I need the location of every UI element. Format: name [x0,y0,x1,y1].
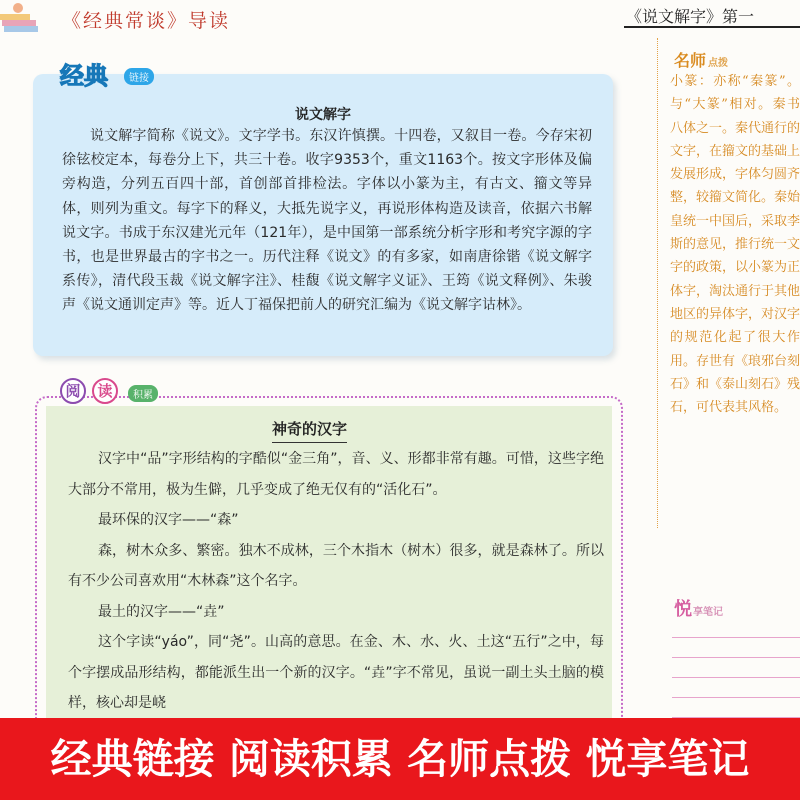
notes-lines [672,618,800,718]
note-line [672,698,800,718]
note-line [672,638,800,658]
reading-paragraph: 汉字中“品”字形结构的字酷似“金三角”，音、义、形都非常有趣。可惜，这些字绝大部分不常用，极为生僻，几乎变成了绝无仅有的“活化石”。 [68,451,604,498]
classic-link-tag-sub: 链接 [124,68,154,85]
reading-subheading: 最土的汉字——“垚” [98,603,225,620]
reading-tag-char-2: 读 [92,378,118,404]
notes-tag-sub: 享笔记 [693,607,723,618]
chapter-title: 《说文解字》第一 [626,7,755,26]
header-rule [624,26,800,28]
reading-subheading: 最环保的汉字——“森” [98,512,239,528]
teacher-tips-text: 小篆：亦称“秦篆”。与“大篆”相对。秦书八体之一。秦代通行的文字，在籀文的基础上发展形成，字体匀圆齐整，较籀文简化。秦始皇统一中国后，采取李斯的意见，推行统一文字的政策，以小篆为正体字，淘汰通行于其他地区的异体字，对汉字的规范化起了很大作用。存世有《琅邪台刻石》和《泰山刻石》残石，可代表其风格。 [670,74,800,416]
reading-paragraph: 这个字读“yáo”，同“尧”。山高的意思。在金、木、水、火、土这“五行”之中，每个字摆成品形结构，都能派生出一个新的汉字。“垚”字不常见，虽说一副土头土脑的模样，核心却是峣 [68,634,604,711]
book-stack-icon [0,2,42,36]
book-guide-title: 《经典常谈》导读 [62,10,231,32]
reading-paragraph: 森，树木众多、繁密。独木不成林，三个木指木（树木）很多，就是森林了。所以有不少公司喜欢用“木林森”这个名字。 [68,542,604,589]
note-line [672,658,800,678]
sidebar-divider [657,38,658,528]
note-line [672,618,800,638]
teacher-tips-tag [674,48,728,71]
teacher-tips-tag-main: 名师 [674,51,707,70]
note-line [672,678,800,698]
page-header-left [0,0,300,38]
feature-banner [0,718,800,800]
reading-tag-sub: 积累 [128,385,158,402]
classic-link-text: 说文解字简称《说文》。文字学书。东汉许慎撰。十四卷，又叙目一卷。今存宋初徐铉校定本，每卷分上下，共三十卷。收字9353个，重文1163个。按文字形体及偏旁构造，分列五百四十部，首创部首排检法。字体以小篆为主，有古文、籀文等异体，则列为重文。每字下的释义，大抵先说字义，再说形体构造及读音，依据六书解说文字。书成于东汉建光元年（121年），是中国第一部系统分析字形和考究字源的字书，也是世界最古的字书之一。历代注释《说文》的有多家，如南唐徐锴《说文解字系传》，清代段玉裁《说文解字注》、桂馥《说文解字义证》、王筠《说文释例》、朱骏声《说文通训定声》等。近人丁福保把前人的研究汇编为《说文解字诂林》。 [62,128,592,314]
classic-link-tag-main: 经典 [60,62,108,90]
classic-link-title: 说文解字 [295,107,351,123]
teacher-tips-tag-sub: 点拨 [708,58,729,69]
reading-text [68,444,604,719]
page-header-right [618,0,800,38]
feature-banner-text: 经典链接 阅读积累 名师点拨 悦享笔记 [50,735,750,783]
reading-title: 神奇的汉字 [272,418,347,443]
reading-tag-char-1: 阅 [60,378,86,404]
notes-tag-main: 悦 [674,599,692,620]
